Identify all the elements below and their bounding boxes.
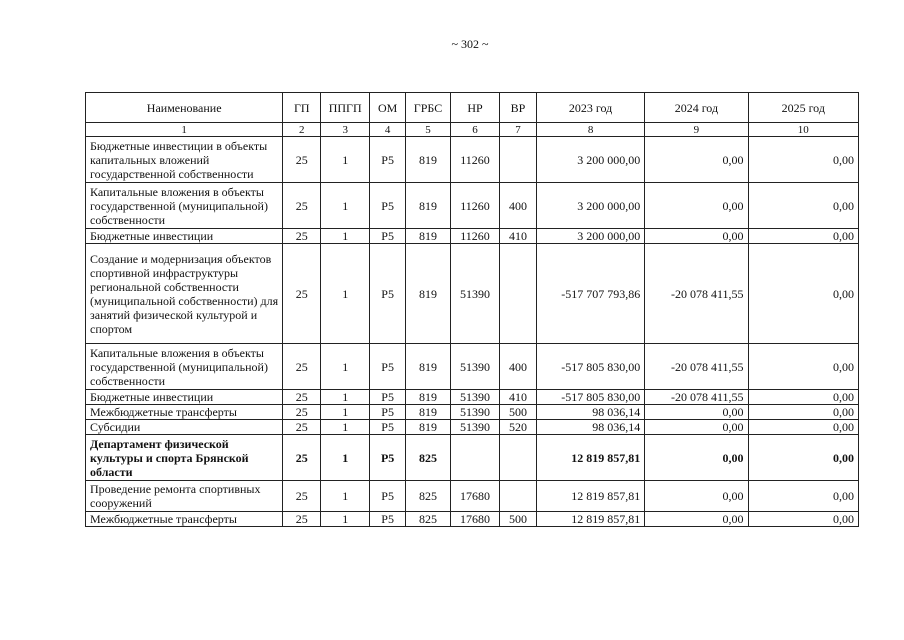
cell-nr: 51390 bbox=[451, 405, 500, 420]
cell-gp: 25 bbox=[283, 481, 321, 512]
cell-2024: 0,00 bbox=[645, 481, 748, 512]
cell-om: Р5 bbox=[370, 344, 406, 390]
cell-vr: 400 bbox=[500, 344, 537, 390]
cell-om: Р5 bbox=[370, 137, 406, 183]
cell-gp: 25 bbox=[283, 183, 321, 229]
column-index: 1 bbox=[86, 123, 283, 137]
column-index: 5 bbox=[406, 123, 451, 137]
budget-table bbox=[85, 92, 859, 527]
cell-om: Р5 bbox=[370, 244, 406, 344]
column-index: 9 bbox=[645, 123, 748, 137]
page-number: ~ 302 ~ bbox=[451, 37, 489, 51]
cell-vr: 500 bbox=[500, 405, 537, 420]
cell-om: Р5 bbox=[370, 229, 406, 244]
table-row bbox=[86, 183, 859, 229]
cell-ppgp: 1 bbox=[321, 390, 370, 405]
column-index: 7 bbox=[500, 123, 537, 137]
table-row bbox=[86, 512, 859, 527]
cell-grbs: 825 bbox=[406, 512, 451, 527]
cell-om: Р5 bbox=[370, 420, 406, 435]
cell-name: Бюджетные инвестиции bbox=[86, 229, 283, 244]
cell-2023: 12 819 857,81 bbox=[536, 512, 644, 527]
cell-ppgp: 1 bbox=[321, 420, 370, 435]
cell-nr: 51390 bbox=[451, 420, 500, 435]
cell-2023: 12 819 857,81 bbox=[536, 481, 644, 512]
cell-vr: 500 bbox=[500, 512, 537, 527]
cell-nr bbox=[451, 435, 500, 481]
cell-vr bbox=[500, 137, 537, 183]
table-row bbox=[86, 405, 859, 420]
cell-grbs: 819 bbox=[406, 405, 451, 420]
cell-name: Департамент физической культуры и спорта Брянской области bbox=[86, 435, 283, 481]
header-row bbox=[86, 93, 859, 123]
column-index: 8 bbox=[536, 123, 644, 137]
cell-grbs: 825 bbox=[406, 481, 451, 512]
table-body bbox=[86, 137, 859, 527]
cell-2024: 0,00 bbox=[645, 183, 748, 229]
cell-vr: 410 bbox=[500, 390, 537, 405]
cell-2025: 0,00 bbox=[748, 244, 858, 344]
cell-2023: 12 819 857,81 bbox=[536, 435, 644, 481]
cell-grbs: 819 bbox=[406, 420, 451, 435]
cell-grbs: 819 bbox=[406, 183, 451, 229]
cell-grbs: 819 bbox=[406, 344, 451, 390]
cell-name: Бюджетные инвестиции в объекты капитальных вложений государственной собственности bbox=[86, 137, 283, 183]
cell-2025: 0,00 bbox=[748, 183, 858, 229]
cell-2025: 0,00 bbox=[748, 390, 858, 405]
cell-grbs: 819 bbox=[406, 244, 451, 344]
cell-gp: 25 bbox=[283, 420, 321, 435]
header-vr: ВР bbox=[500, 93, 537, 123]
cell-ppgp: 1 bbox=[321, 405, 370, 420]
cell-vr: 520 bbox=[500, 420, 537, 435]
cell-2023: -517 707 793,86 bbox=[536, 244, 644, 344]
cell-om: Р5 bbox=[370, 481, 406, 512]
cell-2023: -517 805 830,00 bbox=[536, 390, 644, 405]
header-ppgp: ППГП bbox=[321, 93, 370, 123]
header-name: Наименование bbox=[86, 93, 283, 123]
cell-gp: 25 bbox=[283, 244, 321, 344]
cell-vr bbox=[500, 244, 537, 344]
cell-2023: 3 200 000,00 bbox=[536, 229, 644, 244]
header-grbs: ГРБС bbox=[406, 93, 451, 123]
cell-vr bbox=[500, 481, 537, 512]
cell-gp: 25 bbox=[283, 512, 321, 527]
cell-ppgp: 1 bbox=[321, 512, 370, 527]
cell-gp: 25 bbox=[283, 405, 321, 420]
cell-2024: 0,00 bbox=[645, 435, 748, 481]
cell-2023: 3 200 000,00 bbox=[536, 183, 644, 229]
cell-ppgp: 1 bbox=[321, 183, 370, 229]
cell-nr: 17680 bbox=[451, 512, 500, 527]
cell-gp: 25 bbox=[283, 229, 321, 244]
cell-ppgp: 1 bbox=[321, 244, 370, 344]
cell-2024: -20 078 411,55 bbox=[645, 244, 748, 344]
cell-2025: 0,00 bbox=[748, 405, 858, 420]
cell-om: Р5 bbox=[370, 435, 406, 481]
cell-name: Межбюджетные трансферты bbox=[86, 405, 283, 420]
column-index: 2 bbox=[283, 123, 321, 137]
cell-nr: 11260 bbox=[451, 229, 500, 244]
cell-ppgp: 1 bbox=[321, 137, 370, 183]
cell-nr: 51390 bbox=[451, 390, 500, 405]
cell-ppgp: 1 bbox=[321, 435, 370, 481]
cell-2024: 0,00 bbox=[645, 405, 748, 420]
cell-2024: 0,00 bbox=[645, 137, 748, 183]
table-row bbox=[86, 420, 859, 435]
cell-name: Создание и модернизация объектов спортивной инфраструктуры региональной собственности (муниципальной собственности) для занятий физической культурой и спортом bbox=[86, 244, 283, 344]
table-row bbox=[86, 435, 859, 481]
cell-2025: 0,00 bbox=[748, 344, 858, 390]
cell-2023: 98 036,14 bbox=[536, 420, 644, 435]
cell-name: Бюджетные инвестиции bbox=[86, 390, 283, 405]
column-index: 4 bbox=[370, 123, 406, 137]
cell-ppgp: 1 bbox=[321, 344, 370, 390]
cell-grbs: 825 bbox=[406, 435, 451, 481]
table-row bbox=[86, 137, 859, 183]
column-index: 6 bbox=[451, 123, 500, 137]
cell-2023: 98 036,14 bbox=[536, 405, 644, 420]
cell-ppgp: 1 bbox=[321, 481, 370, 512]
column-index-row bbox=[86, 123, 859, 137]
cell-2024: 0,00 bbox=[645, 512, 748, 527]
cell-2025: 0,00 bbox=[748, 481, 858, 512]
header-gp: ГП bbox=[283, 93, 321, 123]
header-2024: 2024 год bbox=[645, 93, 748, 123]
cell-name: Проведение ремонта спортивных сооружений bbox=[86, 481, 283, 512]
cell-vr: 400 bbox=[500, 183, 537, 229]
cell-2025: 0,00 bbox=[748, 512, 858, 527]
cell-2025: 0,00 bbox=[748, 137, 858, 183]
cell-om: Р5 bbox=[370, 405, 406, 420]
cell-gp: 25 bbox=[283, 390, 321, 405]
cell-name: Субсидии bbox=[86, 420, 283, 435]
cell-om: Р5 bbox=[370, 512, 406, 527]
column-index: 3 bbox=[321, 123, 370, 137]
table-row bbox=[86, 344, 859, 390]
table-row bbox=[86, 481, 859, 512]
cell-om: Р5 bbox=[370, 183, 406, 229]
cell-grbs: 819 bbox=[406, 137, 451, 183]
cell-nr: 11260 bbox=[451, 137, 500, 183]
cell-grbs: 819 bbox=[406, 229, 451, 244]
cell-gp: 25 bbox=[283, 435, 321, 481]
cell-vr: 410 bbox=[500, 229, 537, 244]
cell-nr: 11260 bbox=[451, 183, 500, 229]
header-2025: 2025 год bbox=[748, 93, 858, 123]
cell-gp: 25 bbox=[283, 344, 321, 390]
cell-name: Капитальные вложения в объекты государственной (муниципальной) собственности bbox=[86, 183, 283, 229]
header-2023: 2023 год bbox=[536, 93, 644, 123]
cell-name: Межбюджетные трансферты bbox=[86, 512, 283, 527]
cell-2024: -20 078 411,55 bbox=[645, 344, 748, 390]
cell-vr bbox=[500, 435, 537, 481]
cell-om: Р5 bbox=[370, 390, 406, 405]
cell-nr: 51390 bbox=[451, 244, 500, 344]
cell-nr: 17680 bbox=[451, 481, 500, 512]
cell-2024: -20 078 411,55 bbox=[645, 390, 748, 405]
table-row bbox=[86, 390, 859, 405]
cell-2024: 0,00 bbox=[645, 420, 748, 435]
cell-2023: -517 805 830,00 bbox=[536, 344, 644, 390]
cell-nr: 51390 bbox=[451, 344, 500, 390]
table-row bbox=[86, 244, 859, 344]
cell-ppgp: 1 bbox=[321, 229, 370, 244]
cell-grbs: 819 bbox=[406, 390, 451, 405]
cell-2023: 3 200 000,00 bbox=[536, 137, 644, 183]
cell-gp: 25 bbox=[283, 137, 321, 183]
cell-2024: 0,00 bbox=[645, 229, 748, 244]
header-nr: НР bbox=[451, 93, 500, 123]
cell-2025: 0,00 bbox=[748, 435, 858, 481]
header-om: ОМ bbox=[370, 93, 406, 123]
cell-2025: 0,00 bbox=[748, 229, 858, 244]
column-index: 10 bbox=[748, 123, 858, 137]
cell-2025: 0,00 bbox=[748, 420, 858, 435]
table-row bbox=[86, 229, 859, 244]
cell-name: Капитальные вложения в объекты государственной (муниципальной) собственности bbox=[86, 344, 283, 390]
